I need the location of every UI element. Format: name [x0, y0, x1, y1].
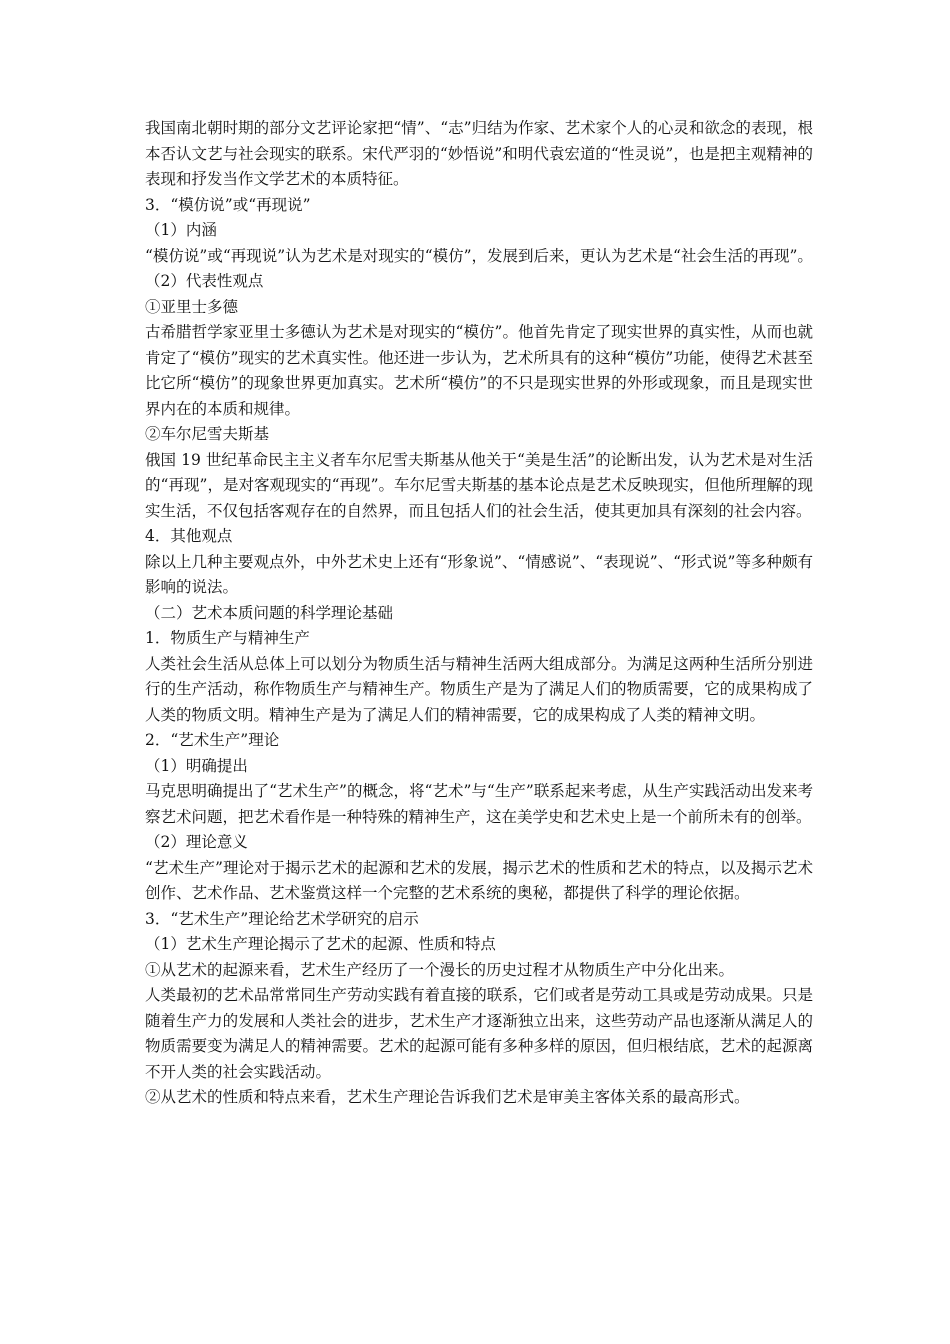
heading-material-spiritual-production: 1．物质生产与精神生产: [145, 629, 310, 647]
subheading-connotation: （1）内涵: [145, 221, 217, 239]
point-nature-features: ②从艺术的性质和特点来看，艺术生产理论告诉我们艺术是审美主客体关系的最高形式。: [145, 1088, 750, 1106]
paragraph-connotation: “模仿说”或“再现说”认为艺术是对现实的“模仿”，发展到后来，更认为艺术是“社会生活的再现”。: [145, 246, 813, 265]
paragraph-chernyshevsky: 俄国 19 世纪革命民主主义者车尔尼雪夫斯基从他关于“美是生活”的论断出发，认为艺术是对生活的“再现”，是对客观现实的“再现”。车尔尼雪夫斯基的基本论点是艺术反映现实，但他所理解的现实生活，不仅包括客观存在的自然界，而且包括人们的社会生活，使其更加具有深刻的社会内容。: [145, 450, 813, 520]
subheading-clearly-proposed: （1）明确提出: [145, 756, 248, 775]
subheading-aristotle: ①亚里士多德: [145, 297, 239, 316]
paragraph-material-spiritual-production: 人类社会生活从总体上可以划分为物质生活与精神生活两大组成部分。为满足这两种生活所分别进行的生产活动，称作物质生产与精神生产。物质生产是为了满足人们的物质需要，它的成果构成了人类的物质文明。精神生产是为了满足人们的精神需要，它的成果构成了人类的精神文明。: [145, 654, 813, 724]
heading-enlightenment: 3．“艺术生产”理论给艺术学研究的启示: [145, 909, 419, 928]
subheading-origin-nature-features: （1）艺术生产理论揭示了艺术的起源、性质和特点: [145, 935, 496, 953]
paragraph-intro: 我国南北朝时期的部分文艺评论家把“情”、“志”归结为作家、艺术家个人的心灵和欲念的表现，根本否认文艺与社会现实的联系。宋代严羽的“妙悟说”和明代袁宏道的“性灵说”，也是把主观精神的表现和抒发当作文学艺术的本质特征。: [145, 119, 813, 188]
section-heading-scientific-basis: （二）艺术本质问题的科学理论基础: [145, 603, 394, 622]
paragraph-other-views: 除以上几种主要观点外，中外艺术史上还有“形象说”、“情感说”、“表现说”、“形式说”等多种颇有影响的说法。: [145, 552, 813, 596]
paragraph-origin: 人类最初的艺术品常常同生产劳动实践有着直接的联系，它们或者是劳动工具或是劳动成果。只是随着生产力的发展和人类社会的进步，艺术生产才逐渐独立出来，这些劳动产品也逐渐从满足人的物质需要变为满足人的精神需要。艺术的起源可能有多种多样的原因，但归根结底，艺术的起源离不开人类的社会实践活动。: [145, 986, 813, 1081]
document-body: [145, 116, 813, 1111]
subheading-representative-views: （2）代表性观点: [145, 272, 264, 290]
heading-art-production-theory: 2．“艺术生产”理论: [145, 731, 280, 749]
point-origin: ①从艺术的起源来看，艺术生产经历了一个漫长的历史过程才从物质生产中分化出来。: [145, 960, 735, 979]
paragraph-clearly-proposed: 马克思明确提出了“艺术生产”的概念，将“艺术”与“生产”联系起来考虑，从生产实践活动出发来考察艺术问题，把艺术看作是一种特殊的精神生产，这在美学史和艺术史上是一个前所未有的创举。: [145, 782, 813, 826]
subheading-chernyshevsky: ②车尔尼雪夫斯基: [145, 425, 270, 443]
subheading-theoretical-significance: （2）理论意义: [145, 833, 248, 851]
heading-other-views: 4．其他观点: [145, 527, 233, 545]
heading-imitation-theory: 3．“模仿说”或“再现说”: [145, 195, 311, 214]
paragraph-theoretical-significance: “艺术生产”理论对于揭示艺术的起源和艺术的发展，揭示艺术的性质和艺术的特点，以及揭示艺术创作、艺术作品、艺术鉴赏这样一个完整的艺术系统的奥秘，都提供了科学的理论依据。: [145, 858, 813, 902]
paragraph-aristotle: 古希腊哲学家亚里士多德认为艺术是对现实的“模仿”。他首先肯定了现实世界的真实性，从而也就肯定了“模仿”现实的艺术真实性。他还进一步认为，艺术所具有的这种“模仿”功能，使得艺术甚至比它所“模仿”的现象世界更加真实。艺术所“模仿”的不只是现实世界的外形或现象，而且是现实世界内在的本质和规律。: [145, 323, 813, 418]
